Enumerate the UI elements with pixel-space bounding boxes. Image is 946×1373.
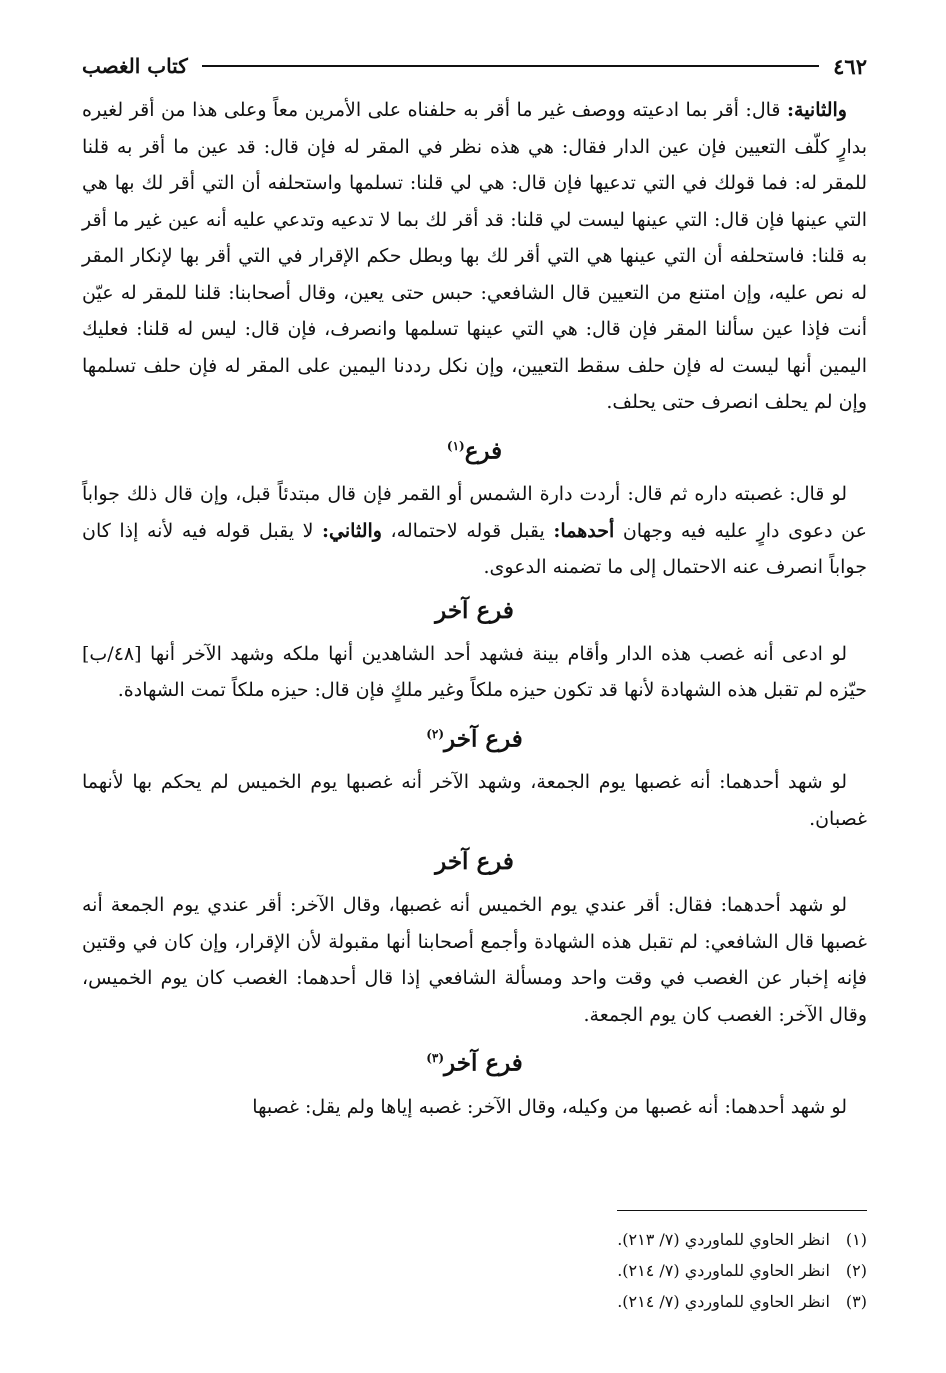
header-rule (202, 65, 819, 67)
footnote-text: انظر الحاوي للماوردي (٧/ ٢١٣). (617, 1230, 830, 1249)
footnotes (82, 1224, 867, 1317)
body-text (82, 92, 867, 1125)
paragraph-sun-house (82, 476, 867, 586)
footnote-ref: (٢) (426, 726, 445, 741)
paragraph-text: لو قال: غصبته داره ثم قال: أردت دارة الشمس أو القمر فإن قال مبتدئاً قبل، وإن قال ذلك جواباً عن دعوى دارٍ عليه فيه وجهان (82, 483, 867, 542)
lead-term: والثانية: (787, 99, 847, 121)
paragraph-text: لو ادعى أنه غصب هذه الدار وأقام بينة فشهد أحد الشاهدين أنها ملكه وشهد الآخر أنها [٤٨/ب] حيّزه لم تقبل هذه الشهادة لأنها قد تكون حيزه ملكاً وغير ملكٍ فإن قال: حيزه ملكاً تمت الشهادة. (82, 642, 867, 702)
chapter-title: كتاب الغصب (82, 54, 188, 78)
paragraph-text: لا يقبل قوله فيه لأنه إذا كان جواباً انصرف عنه الاحتمال إلى ما تضمنه الدعوى. (82, 519, 867, 579)
section-heading-far-akhar (82, 586, 867, 636)
heading-text: فرع آخر (444, 725, 523, 753)
section-heading-far-akhar (82, 837, 867, 887)
footnote (82, 1286, 867, 1317)
footnote-number: (٢) (845, 1261, 867, 1280)
footnote-text: انظر الحاوي للماوردي (٧/ ٢١٤). (617, 1261, 830, 1280)
book-page (82, 48, 867, 1348)
footnote (82, 1255, 867, 1286)
heading-text: فرع آخر (435, 848, 514, 876)
paragraph-agent-witness (82, 1089, 867, 1126)
heading-text: فرع آخر (435, 596, 514, 624)
paragraph-text: لو شهد أحدهما: فقال: أقر عندي يوم الخميس أنه غصبها، وقال الآخر: أقر عندي يوم الجمعة أنه غصبها قال الشافعي: لم تقبل هذه الشهادة وأجمع أصحابنا أنها مقبولة لأن الإقرار، وإن كان في وقتين فإنه إخبار عن الغصب في وقت واحد ومسألة الشافعي إذا قال أحدهما: الغصب كان يوم الخميس، وقال الآخر: الغصب كان يوم الجمعة. (82, 894, 867, 1026)
section-heading-far (82, 421, 867, 477)
footnote-number: (٣) (845, 1292, 867, 1311)
heading-text: فرع آخر (444, 1049, 523, 1077)
heading-text: فرع (464, 437, 503, 465)
page-number: ٤٦٢ (833, 53, 867, 79)
footnote-ref: (٣) (426, 1051, 445, 1066)
footnote-ref: (١) (446, 438, 465, 453)
paragraph-text: لو شهد أحدهما: أنه غصبها من وكيله، وقال الآخر: غصبه إياها ولم يقل: غصبها (252, 1095, 847, 1118)
running-head (82, 48, 867, 84)
paragraph-text: قال: أقر بما ادعيته ووصف غير ما أقر به حلفناه على الأمرين معاً وعلى هذا من أقر لغيره بدارٍ كلّف التعيين فإن عين الدار فقال: هي هذه نظر في المقر له فإن قال: قد عين ما أقر به قلنا للمقر له: فما قولك في التي تدعيها فإن قال: هي لي قلنا: تسلمها واستحلفه أن التي أقر لك بها هي التي عينها فإن قال: التي عينها ليست لي قلنا: قد أقر لك بما لا تدعيه وتدعي عليه أنه عين غير ما أقر به قلنا: فاستحلفه أن التي عينها هي التي أقر لك بها وبطل حكم الإقرار في التي أقر بها لإنكار المقر له نص عليه، وإن امتنع من التعيين قال الشافعي: حبس حتى يعين، وقال أصحابنا: قلنا للمقر له عيّن أنت فإذا عين سألنا المقر فإن قال: هي التي عينها تسلمها وانصرف، فإن قال: ليس له قلنا: فعليك اليمين أنها ليست له فإن حلف سقط التعيين، وإن نكل رددنا اليمين على المقر له فإن حلف تسلمها وإن لم يحلف انصرف حتى يحلف. (82, 99, 868, 413)
footnote-number: (١) (845, 1230, 867, 1249)
paragraph-witness-ownership (82, 636, 867, 709)
footnote-separator (617, 1210, 867, 1211)
section-heading-far-akhar (82, 1033, 867, 1089)
paragraph-second-view (82, 92, 867, 421)
paragraph-text: لو شهد أحدهما: أنه غصبها يوم الجمعة، وشهد الآخر أنه غصبها يوم الخميس لم يحكم بها لأنهما غصبان. (82, 771, 867, 830)
section-heading-far-akhar (82, 709, 867, 765)
paragraph-text: يقبل قوله لاحتماله، (381, 519, 554, 542)
second-view-term: والثاني: (322, 519, 382, 542)
paragraph-friday-thursday (82, 764, 867, 837)
footnote (82, 1224, 867, 1255)
footnote-text: انظر الحاوي للماوردي (٧/ ٢١٤). (617, 1292, 830, 1311)
paragraph-confession-witness (82, 887, 867, 1033)
first-view-term: أحدهما: (553, 519, 615, 542)
